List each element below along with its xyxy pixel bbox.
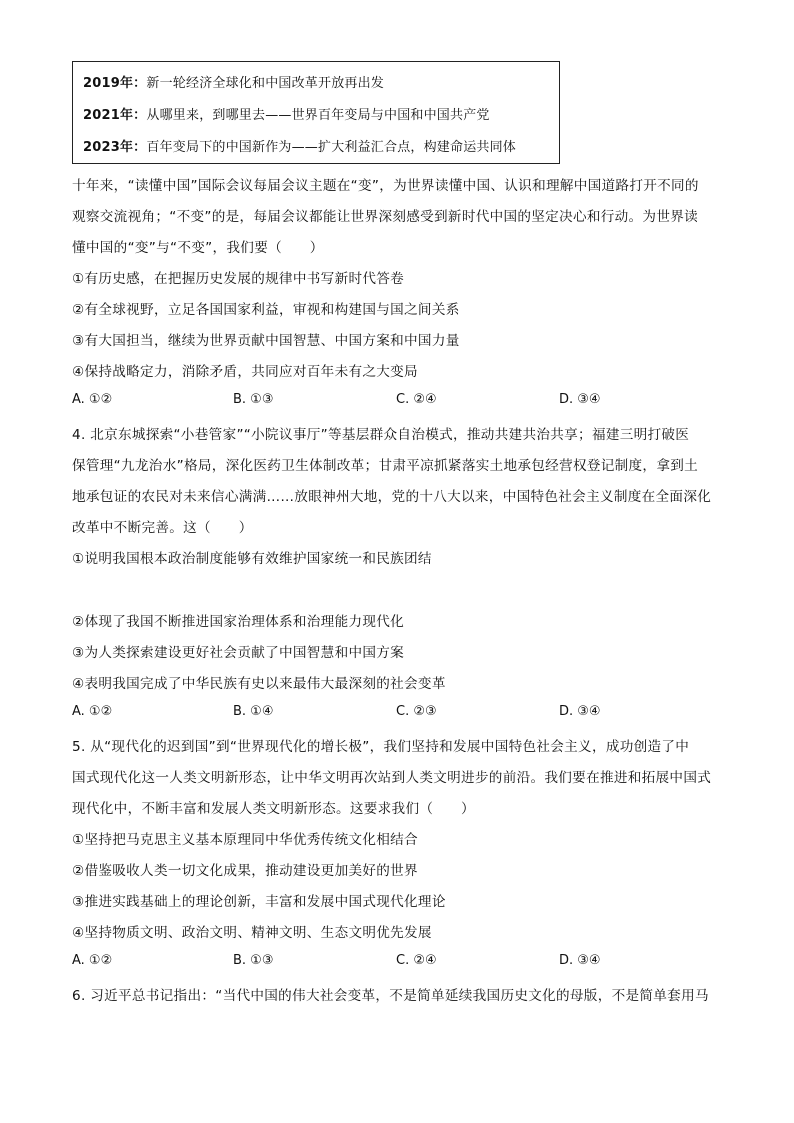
q5-item: ②借鉴吸收人类一切文化成果，推动建设更加美好的世界 (72, 863, 418, 879)
theme-row-2021 (83, 104, 490, 123)
q4-stem-line: 改革中不断完善。这（ ） (72, 520, 253, 536)
q5-stem-line: 5. 从“现代化的迟到国”到“世界现代化的增长极”，我们坚持和发展中国特色社会主义，成功创造了中 (72, 739, 690, 755)
q4-item: ②体现了我国不断推进国家治理体系和治理能力现代化 (72, 614, 405, 630)
option-b[interactable]: B. ①④ (233, 704, 274, 719)
option-d[interactable]: D. ③④ (559, 704, 601, 719)
q4-item: ④表明我国完成了中华民族有史以来最伟大最深刻的社会变革 (72, 676, 446, 692)
q4-item: ③为人类探索建设更好社会贡献了中国智慧和中国方案 (72, 645, 405, 661)
option-c[interactable]: C. ②③ (396, 704, 437, 719)
q3-item: ④保持战略定力，消除矛盾，共同应对百年未有之大变局 (72, 364, 418, 380)
theme-text: 新一轮经济全球化和中国改革开放再出发 (146, 76, 384, 91)
option-c[interactable]: C. ②④ (396, 953, 437, 968)
q3-stem-line: 懂中国的“变”与“不变”，我们要（ ） (72, 240, 324, 256)
theme-box (72, 61, 560, 164)
option-c[interactable]: C. ②④ (396, 392, 437, 407)
q3-stem-line: 十年来，“读懂中国”国际会议每届会议主题在“变”，为世界读懂中国、认识和理解中国道路打开不同的 (72, 178, 699, 194)
q3-item: ③有大国担当，继续为世界贡献中国智慧、中国方案和中国力量 (72, 333, 460, 349)
q3-item: ①有历史感，在把握历史发展的规律中书写新时代答卷 (72, 271, 405, 287)
q3-stem-line: 观察交流视角；“不变”的是，每届会议都能让世界深刻感受到新时代中国的坚定决心和行动。为世界读 (72, 209, 699, 225)
q5-stem-line: 国式现代化这一人类文明新形态，让中华文明再次站到人类文明进步的前沿。我们要在推进和拓展中国式 (72, 770, 712, 786)
option-b[interactable]: B. ①③ (233, 953, 274, 968)
q4-item: ①说明我国根本政治制度能够有效维护国家统一和民族团结 (72, 551, 432, 567)
option-b[interactable]: B. ①③ (233, 392, 274, 407)
q4-options (72, 704, 692, 722)
option-a[interactable]: A. ①② (72, 704, 113, 719)
q5-item: ④坚持物质文明、政治文明、精神文明、生态文明优先发展 (72, 925, 432, 941)
q4-stem-line: 4. 北京东城探索“小巷管家”“小院议事厅”等基层群众自治模式，推动共建共治共享；福建三明打破医 (72, 427, 690, 443)
q5-item: ①坚持把马克思主义基本原理同中华优秀传统文化相结合 (72, 832, 418, 848)
option-a[interactable]: A. ①② (72, 392, 113, 407)
q5-stem-line: 现代化中，不断丰富和发展人类文明新形态。这要求我们（ ） (72, 801, 475, 817)
theme-text: 百年变局下的中国新作为——扩大利益汇合点，构建命运共同体 (146, 140, 516, 155)
option-a[interactable]: A. ①② (72, 953, 113, 968)
theme-year: 2021年： (83, 108, 147, 123)
theme-row-2023 (83, 136, 516, 155)
q4-stem-line: 地承包证的农民对未来信心满满……放眼神州大地，党的十八大以来，中国特色社会主义制度在全面深化 (72, 489, 712, 505)
theme-text: 从哪里来，到哪里去——世界百年变局与中国和中国共产党 (146, 108, 490, 123)
q4-stem-line: 保管理“九龙治水”格局，深化医药卫生体制改革；甘肃平凉抓紧落实土地承包经营权登记制度，拿到土 (72, 458, 699, 474)
theme-row-2019 (83, 72, 384, 91)
q5-options (72, 953, 692, 971)
theme-year: 2019年： (83, 76, 147, 91)
option-d[interactable]: D. ③④ (559, 953, 601, 968)
q3-options (72, 392, 692, 410)
option-d[interactable]: D. ③④ (559, 392, 601, 407)
q6-stem-line: 6. 习近平总书记指出：“当代中国的伟大社会变革，不是简单延续我国历史文化的母版，不是简单套用马 (72, 988, 709, 1004)
q3-item: ②有全球视野，立足各国国家利益，审视和构建国与国之间关系 (72, 302, 460, 318)
theme-year: 2023年： (83, 140, 147, 155)
q5-item: ③推进实践基础上的理论创新，丰富和发展中国式现代化理论 (72, 894, 446, 910)
